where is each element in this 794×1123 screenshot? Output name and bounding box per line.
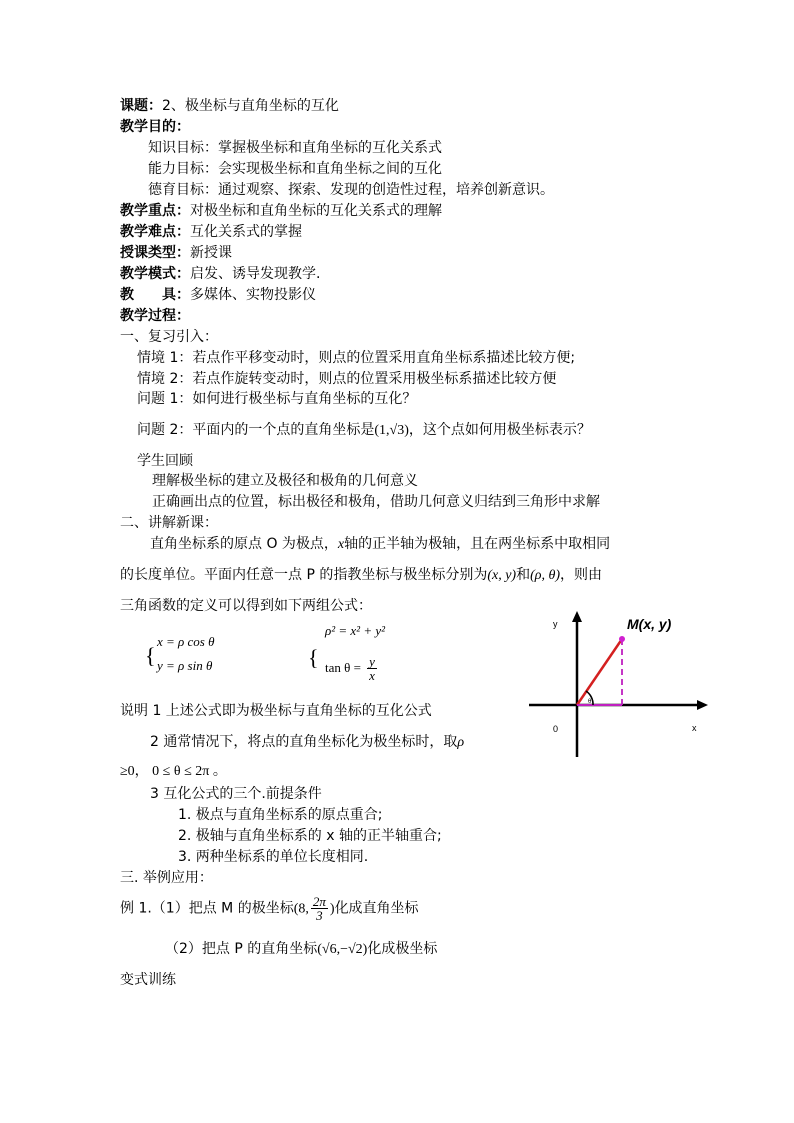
ex1-b: 化成直角坐标: [334, 900, 419, 917]
key-label: 教学重点：: [120, 203, 190, 219]
origin-label: 0: [553, 724, 559, 734]
note-2-cont: ≥0， 0 ≤ θ ≤ 2π 。: [120, 764, 227, 779]
process-heading: 教学过程：: [120, 308, 190, 324]
note-3: 3 互化公式的三个.前提条件: [150, 786, 322, 802]
formula-brace-1: {: [145, 643, 156, 668]
difficulty-text: 互化关系式的掌握: [190, 224, 302, 240]
title-line: [120, 97, 339, 115]
ex1-fraction: [311, 895, 328, 922]
formula-1-bottom: y = ρ sin θ: [157, 658, 213, 673]
type-label: 授课类型：: [120, 245, 190, 261]
y-axis-label: y: [553, 619, 558, 629]
type-text: 新授课: [190, 245, 232, 261]
para2-and: 和: [516, 567, 531, 583]
para2-a: 的长度单位。平面内任意一点 P 的指教坐标与极坐标分别为: [120, 567, 488, 583]
para2-b: ，则由: [560, 567, 603, 583]
lecture-para-3: 三角函数的定义可以得到如下两组公式：: [120, 598, 372, 614]
note-2: [150, 733, 464, 752]
condition-3: 3. 两种坐标系的单位长度相同.: [178, 849, 369, 865]
goal-ability: 能力目标：会实现极坐标和直角坐标之间的互化: [148, 161, 442, 177]
examples-heading: 三. 举例应用：: [120, 870, 213, 886]
question-2-pre: 问题 2：平面内的一个点的直角坐标是: [137, 422, 375, 438]
question-1: 问题 1：如何进行极坐标与直角坐标的互化？: [137, 391, 417, 407]
formula-1-top: x = ρ cos θ: [157, 634, 215, 649]
condition-2: 2. 极轴与直角坐标系的 x 轴的正半轴重合;: [178, 828, 442, 844]
formula-2-fraction: [367, 655, 377, 682]
situation-2: 情境 2：若点作旋转变动时，则点的位置采用极坐标系描述比较方便: [137, 371, 557, 387]
goals-heading: 教学目的：: [120, 119, 190, 135]
mode-line: [120, 265, 320, 283]
mode-text: 启发、诱导发现教学.: [190, 266, 321, 282]
ex1-a: 例 1.（1）把点 M 的极坐标: [120, 900, 294, 917]
para1-b: 轴的正半轴为极轴，且在两坐标系中取相同: [344, 536, 611, 552]
student-review: 学生回顾: [137, 453, 193, 469]
lecture-heading: 二、讲解新课：: [120, 515, 218, 531]
variant-training: 变式训练: [120, 972, 176, 988]
formula-2-num: y: [369, 654, 375, 669]
mode-label: 教学模式：: [120, 266, 190, 282]
point-label: M(x, y): [627, 616, 672, 632]
ex1-num: 2π: [312, 894, 326, 909]
key-text: 对极坐标和直角坐标的互化关系式的理解: [190, 203, 442, 219]
tools-label: 教 具：: [120, 287, 190, 303]
ex1-open: (8,: [293, 901, 309, 917]
goal-moral: 德育目标：通过观察、探索、发现的创造性过程，培养创新意识。: [148, 182, 554, 198]
note-2-rho: ρ: [457, 735, 465, 750]
para2-xy: (x, y): [487, 568, 517, 583]
title-label: 课题：: [120, 98, 162, 114]
x-axis-arrow: [697, 700, 708, 710]
ex2-b: 化成极坐标: [367, 941, 438, 957]
type-line: [120, 244, 232, 262]
note-1: 说明 1 上述公式即为极坐标与直角坐标的互化公式: [120, 703, 432, 719]
y-axis-arrow: [572, 611, 582, 622]
tools-text: 多媒体、实物投影仪: [190, 287, 316, 303]
note-2-text: 2 通常情况下，将点的直角坐标化为极坐标时，取: [150, 734, 458, 750]
formula-2-bottom: [325, 655, 379, 682]
para1-x: x: [337, 537, 345, 552]
review-item-2: 正确画出点的位置，标出极径和极角，借助几何意义归结到三角形中求解: [152, 494, 600, 510]
formula-brace-2: {: [308, 645, 319, 670]
ex1-den: 3: [316, 908, 323, 923]
point-m: [619, 636, 625, 642]
ex1-close: ): [329, 901, 335, 917]
para2-rt: (ρ, θ): [530, 568, 561, 583]
condition-1: 1. 极点与直角坐标系的原点重合;: [178, 807, 383, 823]
example-1: [120, 895, 419, 923]
ex2-coord: (√6,−√2): [317, 942, 368, 957]
para1-a: 直角坐标系的原点 O 为极点，: [150, 536, 338, 552]
key-point-line: [120, 202, 442, 220]
formula-2-den: x: [369, 668, 375, 683]
question-2-coord: (1,√3): [374, 423, 409, 438]
ex2-a: （2）把点 P 的直角坐标: [165, 941, 318, 957]
formula-2-top: ρ² = x² + y²: [325, 623, 386, 638]
lecture-para-2: [120, 566, 602, 585]
x-axis-label: x: [692, 723, 697, 733]
review-item-1: 理解极坐标的建立及极径和极角的几何意义: [152, 473, 418, 489]
question-2-post: ，这个点如何用极坐标表示？: [408, 422, 591, 438]
lecture-para-1: [150, 535, 610, 554]
example-2: [165, 940, 437, 959]
formula-2-lhs: tan θ =: [325, 660, 361, 675]
goal-knowledge: 知识目标：掌握极坐标和直角坐标的互化关系式: [148, 140, 442, 156]
difficulty-label: 教学难点：: [120, 224, 190, 240]
tools-line: [120, 286, 316, 304]
coordinate-figure: [525, 605, 715, 765]
angle-label: θ: [588, 699, 592, 705]
difficulty-line: [120, 223, 302, 241]
question-2: [137, 421, 591, 440]
review-heading: 一、复习引入：: [120, 329, 218, 345]
radius-line: [577, 639, 622, 705]
situation-1: 情境 1：若点作平移变动时，则点的位置采用直角坐标系描述比较方便;: [137, 350, 576, 366]
title-text: 2、极坐标与直角坐标的互化: [162, 98, 339, 114]
